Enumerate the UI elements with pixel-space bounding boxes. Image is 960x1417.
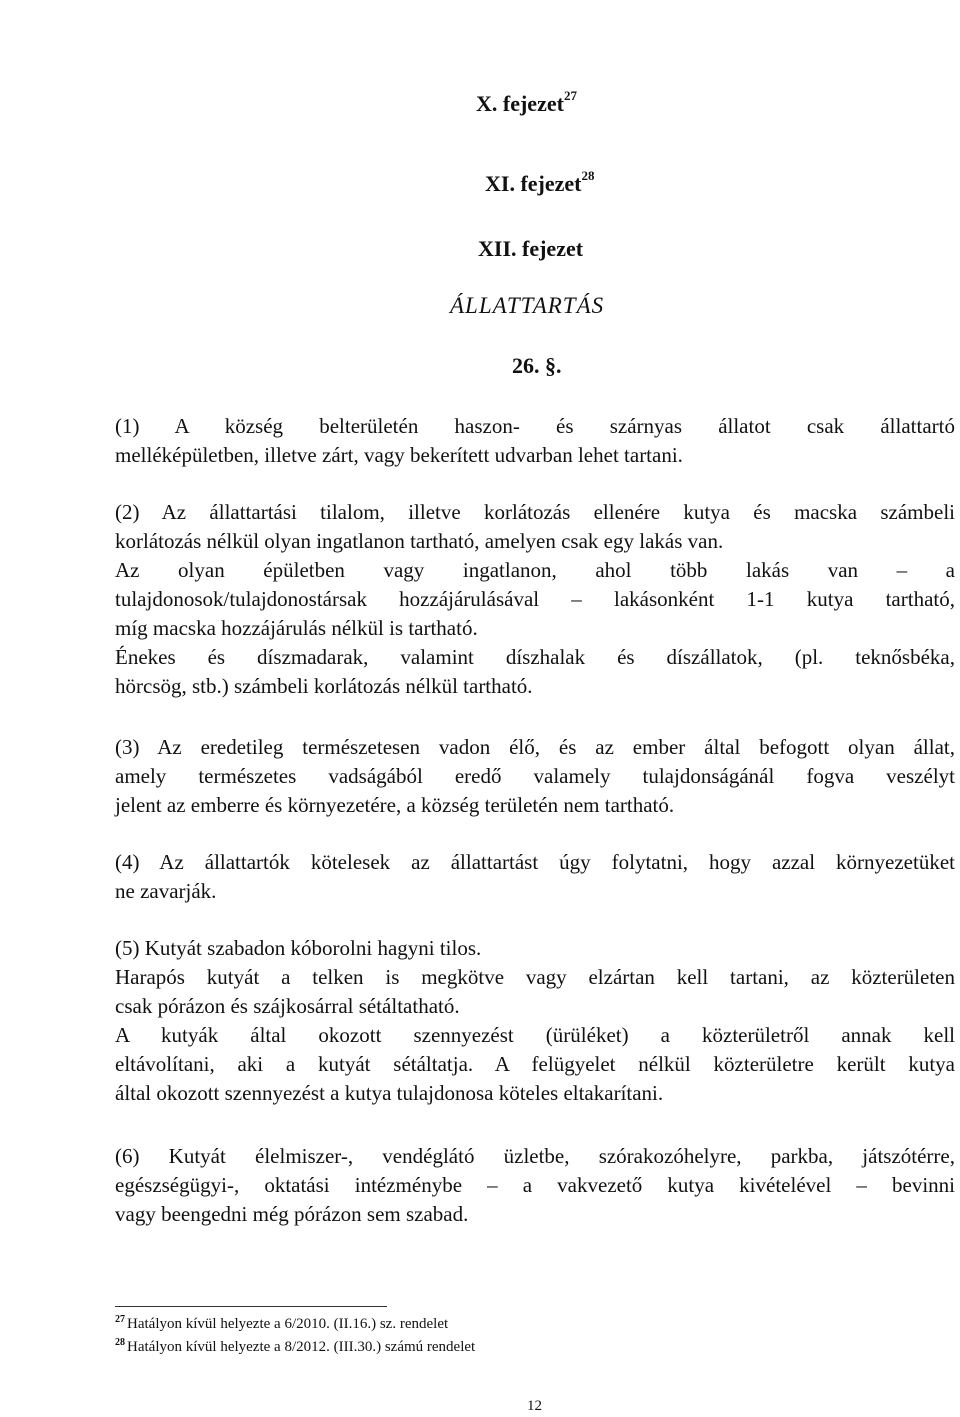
paragraph-line: (5) Kutyát szabadon kóborolni hagyni tilos. [115,936,482,960]
paragraph-3 [115,733,955,820]
footnote-ref-27[interactable]: 27 [563,88,577,103]
paragraph-line: által okozott szennyezést a kutya tulajdonosa köteles eltakarítani. [115,1081,664,1105]
section-number: 26. §. [512,353,562,378]
footnote-number: 28 [115,1337,125,1348]
paragraph-6 [115,1142,955,1229]
chapter-x-heading [476,88,577,117]
footnote-separator [115,1306,387,1307]
paragraph-5 [115,934,955,1108]
paragraph-line: (6) Kutyát élelmiszer-, vendéglátó üzletbe, szórakozóhelyre, parkba, játszótérre, [115,1144,955,1168]
footnote-27 [115,1314,448,1333]
paragraph-line: Harapós kutyát a telken is megkötve vagy elzártan kell tartani, az közterületen [115,965,955,989]
paragraph-line: Énekes és díszmadarak, valamint díszhalak és díszállatok, (pl. teknősbéka, [115,645,955,669]
footnote-text: Hatályon kívül helyezte a 8/2012. (III.30.) számú rendelet [127,1339,476,1355]
paragraph-4 [115,848,955,906]
chapter-x-title: X. fejezet [476,91,564,116]
paragraph-2 [115,498,955,701]
paragraph-line: hörcsög, stb.) számbeli korlátozás nélkül tartható. [115,674,533,698]
paragraph-line: tulajdonosok/tulajdonostársak hozzájárulásával – lakásonként 1-1 kutya tartható, [115,587,955,611]
footnote-28 [115,1337,475,1356]
paragraph-line: (1) A község belterületén haszon- és szárnyas állatot csak állattartó [115,414,955,438]
paragraph-line: eltávolítani, aki a kutyát sétáltatja. A felügyelet nélkül közterületre került kutya [115,1052,955,1076]
paragraph-line: vagy beengedni még pórázon sem szabad. [115,1202,469,1226]
paragraph-line: ne zavarják. [115,879,217,903]
paragraph-1 [115,412,955,470]
paragraph-line: Az olyan épületben vagy ingatlanon, ahol több lakás van – a [115,558,955,582]
section-title: ÁLLATTARTÁS [450,293,605,318]
paragraph-line: míg macska hozzájárulás nélkül is tartható. [115,616,478,640]
footnote-ref-28[interactable]: 28 [581,168,595,183]
chapter-xii-heading: XII. fejezet [478,236,584,261]
paragraph-line: melléképületben, illetve zárt, vagy bekerített udvarban lehet tartani. [115,443,683,467]
paragraph-line: korlátozás nélkül olyan ingatlanon tartható, amelyen csak egy lakás van. [115,529,724,553]
paragraph-line: jelent az emberre és környezetére, a község területén nem tartható. [115,793,675,817]
chapter-xi-title: XI. fejezet [485,171,582,196]
chapter-xi-heading [485,168,595,197]
paragraph-line: (2) Az állattartási tilalom, illetve korlátozás ellenére kutya és macska számbeli [115,500,955,524]
footnote-text: Hatályon kívül helyezte a 6/2010. (II.16.) sz. rendelet [127,1316,449,1332]
paragraph-line: amely természetes vadságából eredő valamely tulajdonságánál fogva veszélyt [115,764,955,788]
paragraph-line: A kutyák által okozott szennyezést (ürüléket) a közterületről annak kell [115,1023,955,1047]
paragraph-line: (3) Az eredetileg természetesen vadon élő, és az ember által befogott olyan állat, [115,735,955,759]
paragraph-line: egészségügyi-, oktatási intézménybe – a vakvezető kutya kivételével – bevinni [115,1173,955,1197]
footnote-number: 27 [115,1314,125,1325]
paragraph-line: csak pórázon és szájkosárral sétáltatható. [115,994,460,1018]
paragraph-line: (4) Az állattartók kötelesek az állattartást úgy folytatni, hogy azzal környezetüket [115,850,955,874]
page-number: 12 [527,1398,542,1414]
